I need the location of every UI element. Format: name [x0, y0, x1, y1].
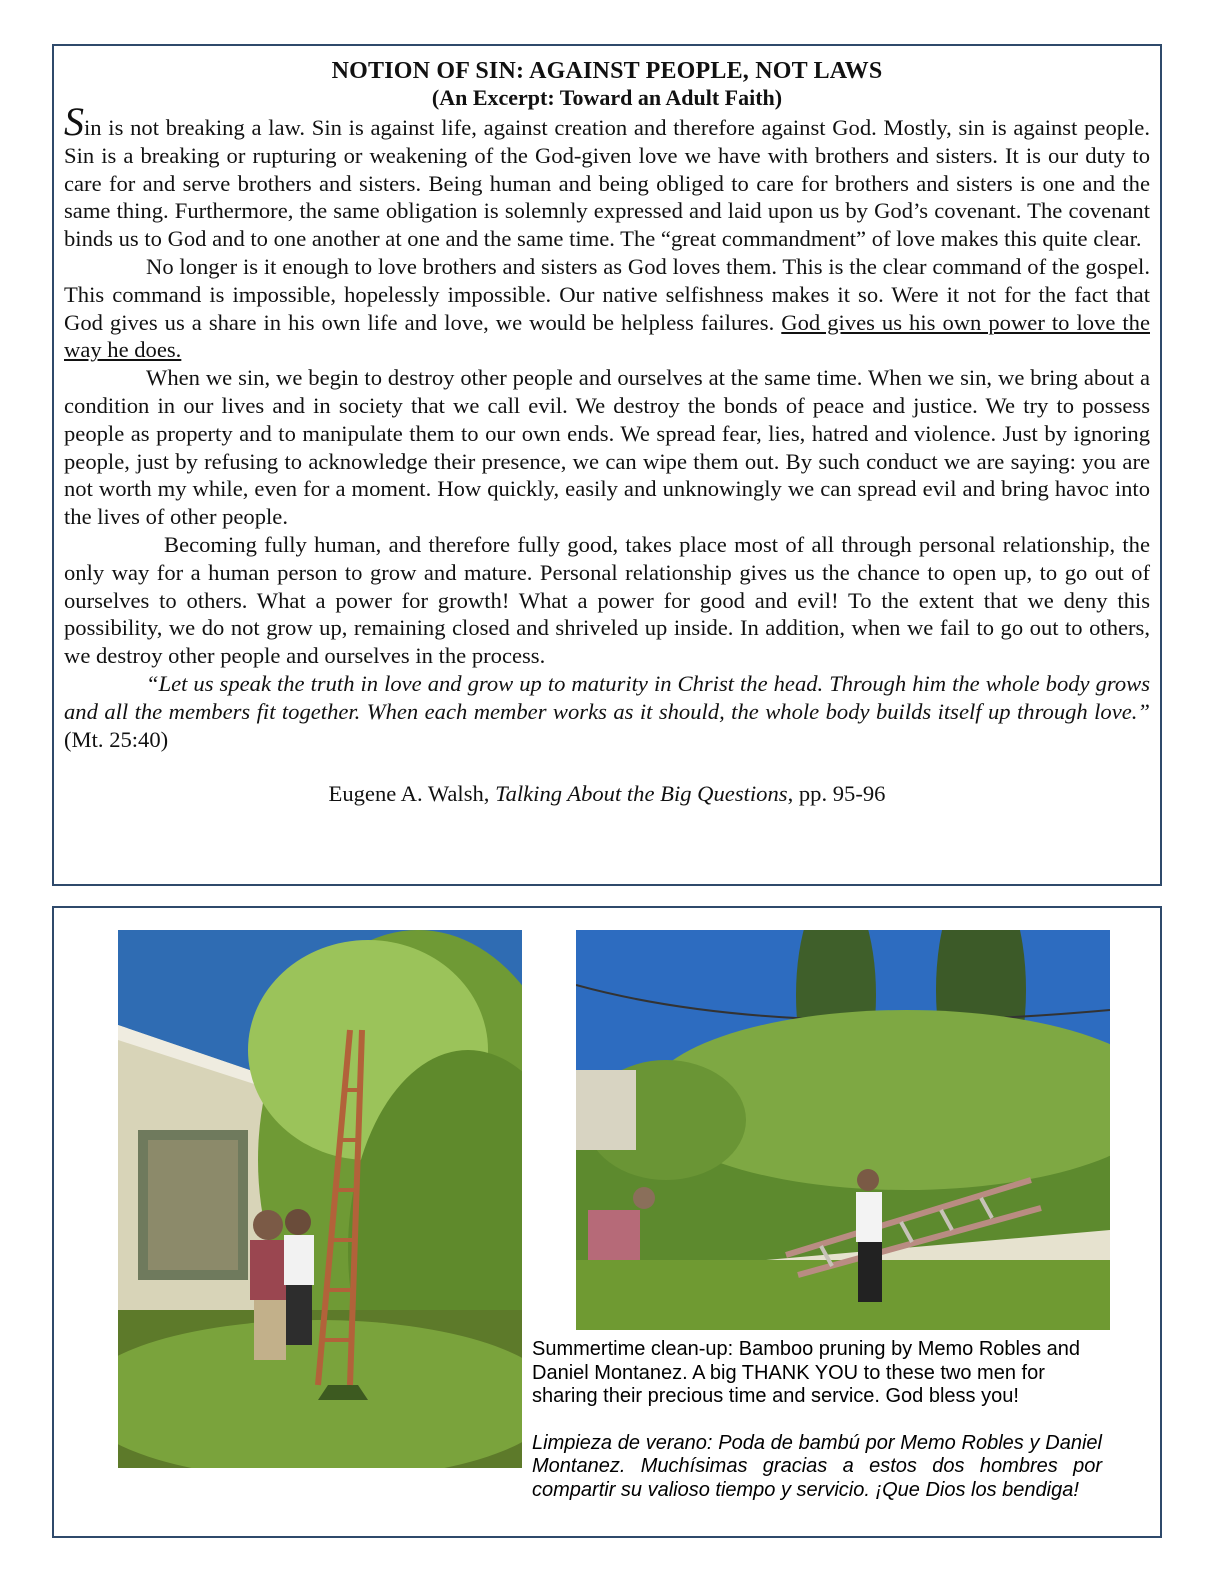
citation-author: Eugene A. Walsh,	[328, 781, 496, 807]
photo-caption	[532, 1338, 1102, 1525]
citation	[64, 781, 1150, 807]
caption-english: Summertime clean-up: Bamboo pruning by Memo Robles and Daniel Montanez. A big THANK YOU to these two men for sharing their precious time and service. God bless you!	[532, 1338, 1081, 1407]
paragraph-2	[64, 253, 1150, 364]
paragraph-1	[64, 99, 1150, 253]
paragraph-2-underlined: God gives us his own power to love the way he does.	[64, 309, 1150, 363]
scripture-quote	[64, 670, 1150, 753]
article-title: NOTION OF SIN: AGAINST PEOPLE, NOT LAWS	[331, 58, 883, 84]
paragraph-1-text: in is not breaking a law. Sin is against life, against creation and therefore against God. Mostly, sin is against people. Sin is a breaking or rupturing or weakening of the God-given love we have with brothers and sisters. It is our duty to care for and serve brothers and sisters. Being human and being obliged to care for brothers and sisters is one and the same thing. Furthermore, the same obligation is solemnly expressed and laid upon us by God’s covenant. The covenant binds us to God and to one another at one and the same time. The “great commandment” of love makes this quite clear.	[64, 115, 1150, 252]
article-box	[52, 44, 1162, 886]
caption-spanish: Limpieza de verano: Poda de bambú por Memo Robles y Daniel Montanez. Muchísimas gracias a estos dos hombres por compartir su valioso tiempo y servicio. ¡Que Dios los bendiga!	[532, 1431, 1102, 1501]
paragraph-2-text: No longer is it enough to love brothers and sisters as God loves them. This is the clear command of the gospel. This command is impossible, hopelessly impossible. Our native selfishness makes it so. Were it not for the fact that God gives us a share in his own life and love, we would be helpless failures.	[64, 253, 1150, 335]
quote-text: “Let us speak the truth in love and grow up to maturity in Christ the head. Through him the whole body grows and all the members fit together. When each member works as it should, the whole body builds itself up through love.”	[64, 670, 1150, 724]
article-body	[64, 99, 1150, 807]
photo-bamboo-pruning	[576, 930, 1110, 1330]
photo-bamboo-ladder-two-men	[118, 930, 522, 1468]
photo-box	[52, 906, 1162, 1538]
quote-reference: (Mt. 25:40)	[64, 726, 169, 752]
drop-cap: S	[64, 99, 84, 144]
paragraph-4: Becoming fully human, and therefore fully good, takes place most of all through personal relationship, the only way for a human person to grow and mature. Personal relationship gives us the chance to open up, to go out of ourselves to others. What a power for growth! What a power for good and evil! To the extent that we deny this possibility, we do not grow up, remaining closed and shriveled up inside. In addition, when we fail to go out to others, we destroy other people and ourselves in the process.	[64, 531, 1150, 669]
citation-book: Talking About the Big Questions	[495, 781, 788, 807]
article-subtitle: (An Excerpt: Toward an Adult Faith)	[431, 85, 783, 110]
paragraph-3: When we sin, we begin to destroy other people and ourselves at the same time. When we sin, we bring about a condition in our lives and in society that we call evil. We destroy the bonds of peace and justice. We try to possess people as property and to manipulate them to our own ends. We spread fear, lies, hatred and violence. Just by ignoring people, just by refusing to acknowledge their presence, we can wipe them out. By such conduct we are saying: you are not worth my while, even for a moment. How quickly, easily and unknowingly we can spread evil and bring havoc into the lives of other people.	[64, 365, 1150, 530]
citation-pages: , pp. 95-96	[787, 781, 886, 807]
